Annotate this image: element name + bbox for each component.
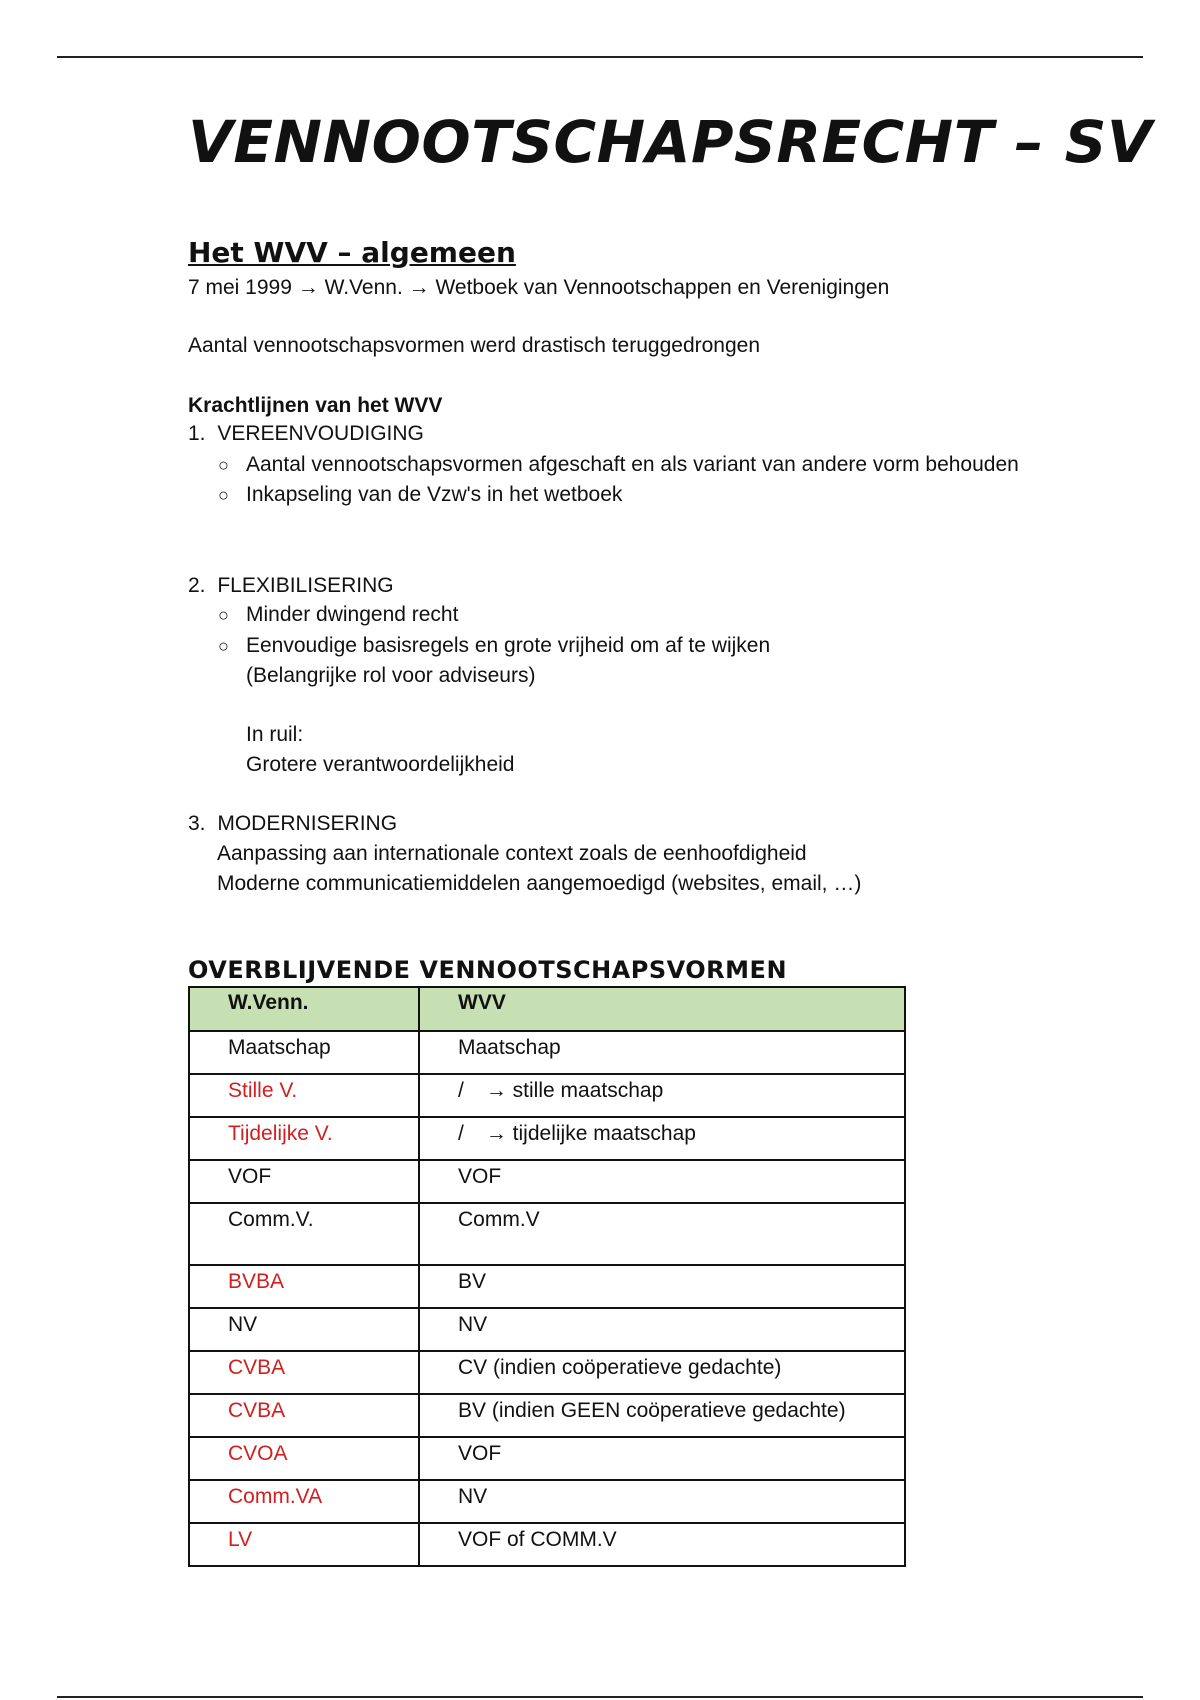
column-header-wvenn: W.Venn.	[189, 987, 419, 1031]
table-row	[189, 1031, 905, 1074]
cell-wvv	[419, 1480, 905, 1523]
cell-wvv-text: VOF of COMM.V	[458, 1528, 617, 1551]
subheading-krachtlijnen: Krachtlijnen van het WVV	[188, 394, 443, 417]
table-row	[189, 1074, 905, 1117]
cell-wvenn: NV	[189, 1308, 419, 1351]
table-row	[189, 1523, 905, 1566]
cell-wvenn: VOF	[189, 1160, 419, 1203]
cell-wvenn: CVBA	[189, 1394, 419, 1437]
in-ruil-label: In ruil:	[246, 723, 304, 746]
cell-wvv	[419, 1031, 905, 1074]
list-label: VEREENVOUDIGING	[217, 422, 424, 445]
table-header-row	[189, 987, 905, 1031]
cell-wvenn: Comm.VA	[189, 1480, 419, 1523]
table-row	[189, 1437, 905, 1480]
table-row	[189, 1203, 905, 1265]
list-item-1	[188, 422, 424, 446]
cell-wvenn: Maatschap	[189, 1031, 419, 1074]
list-label: MODERNISERING	[217, 812, 398, 835]
table-row	[189, 1308, 905, 1351]
cell-wvenn: BVBA	[189, 1265, 419, 1308]
list-number: 2.	[188, 574, 206, 597]
list-item-2	[188, 574, 394, 598]
cell-wvenn: Comm.V.	[189, 1203, 419, 1265]
cell-wvv	[419, 1523, 905, 1566]
reduction-line: Aantal vennootschapsvormen werd drastisch teruggedrongen	[188, 334, 761, 357]
cell-wvv-text: NV	[458, 1485, 488, 1508]
cell-wvenn: CVBA	[189, 1351, 419, 1394]
cell-wvenn: Stille V.	[189, 1074, 419, 1117]
cell-wvv-arrow-text: → stille maatschap	[485, 1079, 664, 1102]
cell-wvv-arrow-text: → tijdelijke maatschap	[485, 1122, 696, 1145]
cell-wvv-text: Comm.V	[458, 1208, 540, 1231]
cell-wvenn: CVOA	[189, 1437, 419, 1480]
cell-wvv-text: VOF	[458, 1165, 502, 1188]
cell-wvv	[419, 1203, 905, 1265]
cell-wvenn: Tijdelijke V.	[189, 1117, 419, 1160]
cell-wvv-text: Maatschap	[458, 1036, 561, 1059]
section-heading-forms: OVERBLIJVENDE VENNOOTSCHAPSVORMEN	[188, 956, 788, 984]
table-row	[189, 1394, 905, 1437]
bullet-item: ○ Minder dwingend recht	[218, 603, 459, 626]
circle-bullet-icon: ○	[218, 605, 229, 625]
item-3-line-2: Moderne communicatiemiddelen aangemoedigd (websites, email, …)	[217, 872, 862, 895]
cell-wvv	[419, 1437, 905, 1480]
top-rule	[57, 56, 1143, 58]
company-forms-table	[188, 986, 906, 1567]
list-item-3	[188, 812, 397, 836]
intro-line: 7 mei 1999 → W.Venn. → Wetboek van Vennootschappen en Verenigingen	[188, 276, 890, 299]
cell-wvv-text: BV	[458, 1270, 487, 1293]
circle-bullet-icon: ○	[218, 636, 229, 656]
table-row	[189, 1117, 905, 1160]
table-row	[189, 1480, 905, 1523]
bullet-continuation: (Belangrijke rol voor adviseurs)	[246, 664, 536, 687]
cell-wvv-text: CV (indien coöperatieve gedachte)	[458, 1356, 782, 1379]
column-header-wvv: WVV	[419, 987, 905, 1031]
bullet-item: ○ Inkapseling van de Vzw's in het wetboek	[218, 483, 623, 506]
cell-wvenn: LV	[189, 1523, 419, 1566]
cell-wvv	[419, 1308, 905, 1351]
circle-bullet-icon: ○	[218, 485, 229, 505]
table-row	[189, 1160, 905, 1203]
cell-wvv-text: /	[458, 1122, 464, 1145]
item-3-line-1: Aanpassing aan internationale context zoals de eenhoofdigheid	[217, 842, 807, 865]
cell-wvv	[419, 1074, 905, 1117]
cell-wvv-text: BV (indien GEEN coöperatieve gedachte)	[458, 1399, 846, 1422]
circle-bullet-icon: ○	[218, 455, 229, 475]
cell-wvv	[419, 1394, 905, 1437]
table-row	[189, 1265, 905, 1308]
cell-wvv	[419, 1351, 905, 1394]
list-number: 3.	[188, 812, 206, 835]
document-title: VENNOOTSCHAPSRECHT – SV	[188, 108, 1153, 176]
cell-wvv-text: NV	[458, 1313, 488, 1336]
table-row	[189, 1351, 905, 1394]
cell-wvv	[419, 1265, 905, 1308]
bullet-item: ○ Aantal vennootschapsvormen afgeschaft en als variant van andere vorm behouden	[218, 453, 1019, 476]
section-heading-wvv: Het WVV – algemeen	[188, 236, 516, 269]
cell-wvv	[419, 1160, 905, 1203]
cell-wvv-text: VOF	[458, 1442, 502, 1465]
cell-wvv-text: /	[458, 1079, 464, 1102]
list-number: 1.	[188, 422, 206, 445]
bullet-item: ○ Eenvoudige basisregels en grote vrijheid om af te wijken	[218, 634, 771, 657]
table-body	[189, 1031, 905, 1566]
in-ruil-text: Grotere verantwoordelijkheid	[246, 753, 515, 776]
cell-wvv	[419, 1117, 905, 1160]
bottom-rule	[57, 1696, 1143, 1698]
list-label: FLEXIBILISERING	[217, 574, 394, 597]
